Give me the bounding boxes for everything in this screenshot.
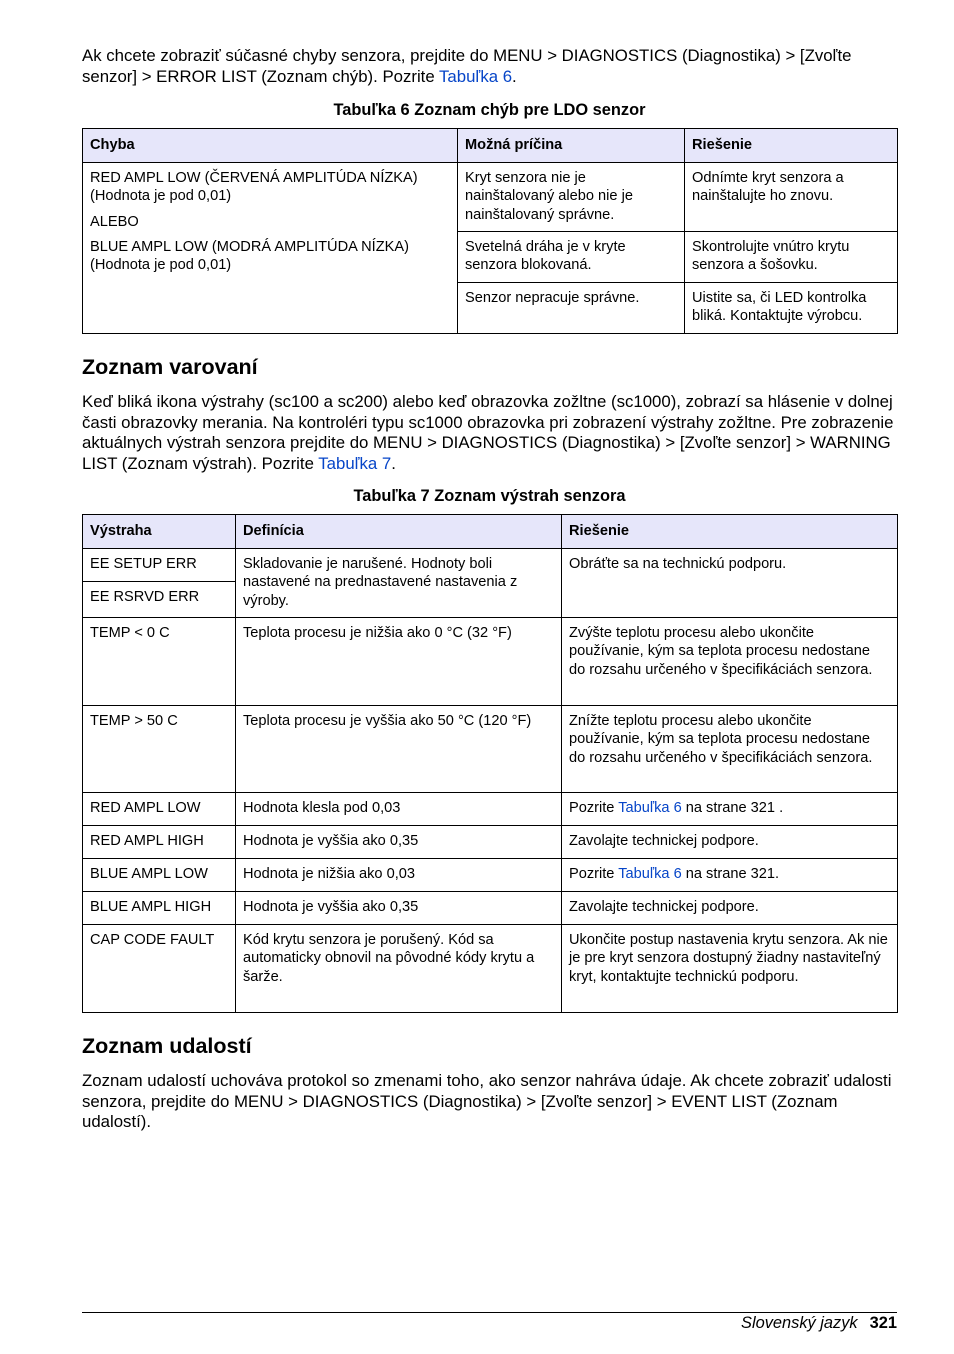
warnings-paragraph: Keď bliká ikona výstrahy (sc100 a sc200) alebo keď obrazovka zožltne (sc1000), zobrazí sa hlásenie v dolnej časti obrazovky merania. Na kontroléri typu sc1000 obrazovka pri zobrazení výstrahy zožltne. Pre zobrazenie aktuálnych výstrah senzora prejdite do MENU > DIAGNOSTICS (Diagnostika) > [Zvoľte senzor] > WARNING LIST (Zoznam výstrah). Pozrite Tabuľka 7. xyxy=(82,392,894,473)
table6-link[interactable]: Tabuľka 6 xyxy=(439,66,513,86)
col-header-error: Chyba xyxy=(83,129,458,163)
warning-cell: CAP CODE FAULT xyxy=(83,925,236,1013)
solution-cell: Odnímte kryt senzora a nainštalujte ho znovu. xyxy=(685,163,898,232)
solution-cell: Skontrolujte vnútro krytu senzora a šošovku. xyxy=(685,232,898,283)
table7-link[interactable]: Tabuľka 7 xyxy=(318,453,392,473)
solution-cell: Uistite sa, či LED kontrolka bliká. Kontaktujte výrobcu. xyxy=(685,283,898,334)
col-header-solution: Riešenie xyxy=(685,129,898,163)
footer-language: Slovenský jazyk xyxy=(741,1314,858,1332)
table6-link[interactable]: Tabuľka 6 xyxy=(618,800,682,817)
intro-text: Ak chcete zobraziť súčasné chyby senzora, prejdite do MENU > DIAGNOSTICS (Diagnostika) > [Zvoľte senzor] > ERROR LIST (Zoznam chýb). Pozrite xyxy=(82,46,852,86)
warnings-text: Keď bliká ikona výstrahy (sc100 a sc200) alebo keď obrazovka zožltne (sc1000), zobrazí sa hlásenie v dolnej časti obrazovky merania. Na kontroléri typu sc1000 obrazovka pri zobrazení výstrahy zožltne. Pre zobrazenie aktuálnych výstrah senzora prejdite do MENU > DIAGNOSTICS (Diagnostika) > [Zvoľte senzor] > WARNING LIST (Zoznam výstrah). Pozrite xyxy=(82,392,894,473)
definition-cell: Hodnota je vyššia ako 0,35 xyxy=(236,826,562,859)
definition-cell: Skladovanie je narušené. Hodnoty boli nastavené na prednastavené nastavenia z výroby. xyxy=(236,549,562,618)
solution-cell: Zvýšte teplotu procesu alebo ukončite používanie, kým sa teplota procesu nedostane do rozsahu určeného v špecifikáciách senzora. xyxy=(562,618,898,706)
error-cell xyxy=(83,163,458,334)
warning-cell: RED AMPL HIGH xyxy=(83,826,236,859)
warning-cell: EE RSRVD ERR xyxy=(83,582,236,618)
solution-cell: Obráťte sa na technickú podporu. xyxy=(562,549,898,618)
warning-cell: TEMP < 0 C xyxy=(83,618,236,706)
warning-table xyxy=(82,514,898,1013)
col-header-solution: Riešenie xyxy=(562,515,898,549)
cause-cell: Kryt senzora nie je nainštalovaný alebo nie je nainštalovaný správne. xyxy=(458,163,685,232)
solution-cell: Pozrite Tabuľka 6 na strane 321 . xyxy=(562,793,898,826)
cause-cell: Senzor nepracuje správne. xyxy=(458,283,685,334)
definition-cell: Kód krytu senzora je porušený. Kód sa automaticky obnovil na pôvodné kódy krytu a šarže. xyxy=(236,925,562,1013)
page-footer xyxy=(82,1313,897,1333)
warning-cell: EE SETUP ERR xyxy=(83,549,236,582)
solution-cell: Pozrite Tabuľka 6 na strane 321. xyxy=(562,859,898,892)
col-header-cause: Možná príčina xyxy=(458,129,685,163)
warning-cell: BLUE AMPL LOW xyxy=(83,859,236,892)
warning-cell: RED AMPL LOW xyxy=(83,793,236,826)
error-line: ALEBO xyxy=(90,213,139,230)
definition-cell: Hodnota je nižšia ako 0,03 xyxy=(236,859,562,892)
warning-cell: BLUE AMPL HIGH xyxy=(83,892,236,925)
error-table xyxy=(82,128,898,334)
table6-caption: Tabuľka 6 Zoznam chýb pre LDO senzor xyxy=(333,101,646,119)
warnings-heading: Zoznam varovaní xyxy=(82,355,258,379)
solution-cell: Zavolajte technickej podpore. xyxy=(562,892,898,925)
table6-link[interactable]: Tabuľka 6 xyxy=(618,866,682,883)
col-header-definition: Definícia xyxy=(236,515,562,549)
error-line: BLUE AMPL LOW (MODRÁ AMPLITÚDA NÍZKA) (Hodnota je pod 0,01) xyxy=(90,238,409,274)
solution-cell: Znížte teplotu procesu alebo ukončite používanie, kým sa teplota procesu nedostane do rozsahu určeného v špecifikáciách senzora. xyxy=(562,706,898,793)
definition-cell: Teplota procesu je vyššia ako 50 °C (120 °F) xyxy=(236,706,562,793)
page-number: 321 xyxy=(869,1314,897,1332)
cause-cell: Svetelná dráha je v kryte senzora blokovaná. xyxy=(458,232,685,283)
definition-cell: Hodnota je vyššia ako 0,35 xyxy=(236,892,562,925)
intro-paragraph: Ak chcete zobraziť súčasné chyby senzora, prejdite do MENU > DIAGNOSTICS (Diagnostika) > [Zvoľte senzor] > ERROR LIST (Zoznam chýb). Pozrite Tabuľka 6. xyxy=(82,46,852,86)
definition-cell: Hodnota klesla pod 0,03 xyxy=(236,793,562,826)
solution-cell: Zavolajte technickej podpore. xyxy=(562,826,898,859)
table7-caption: Tabuľka 7 Zoznam výstrah senzora xyxy=(353,487,626,505)
col-header-warning: Výstraha xyxy=(83,515,236,549)
error-line: RED AMPL LOW (ČERVENÁ AMPLITÚDA NÍZKA) (Hodnota je pod 0,01) xyxy=(90,170,418,205)
definition-cell: Teplota procesu je nižšia ako 0 °C (32 °F) xyxy=(236,618,562,706)
events-heading: Zoznam udalostí xyxy=(82,1034,252,1058)
events-paragraph: Zoznam udalostí uchováva protokol so zmenami toho, ako senzor nahráva údaje. Ak chcete zobraziť udalosti senzora, prejdite do MENU > DIAGNOSTICS (Diagnostika) > [Zvoľte senzor] > EVENT LIST (Zoznam udalostí). xyxy=(82,1071,892,1132)
solution-cell: Ukončite postup nastavenia krytu senzora. Ak nie je pre kryt senzora dostupný žiadny nastaviteľný kryt, kontaktujte technickú podporu. xyxy=(562,925,898,1013)
warning-cell: TEMP > 50 C xyxy=(83,706,236,793)
